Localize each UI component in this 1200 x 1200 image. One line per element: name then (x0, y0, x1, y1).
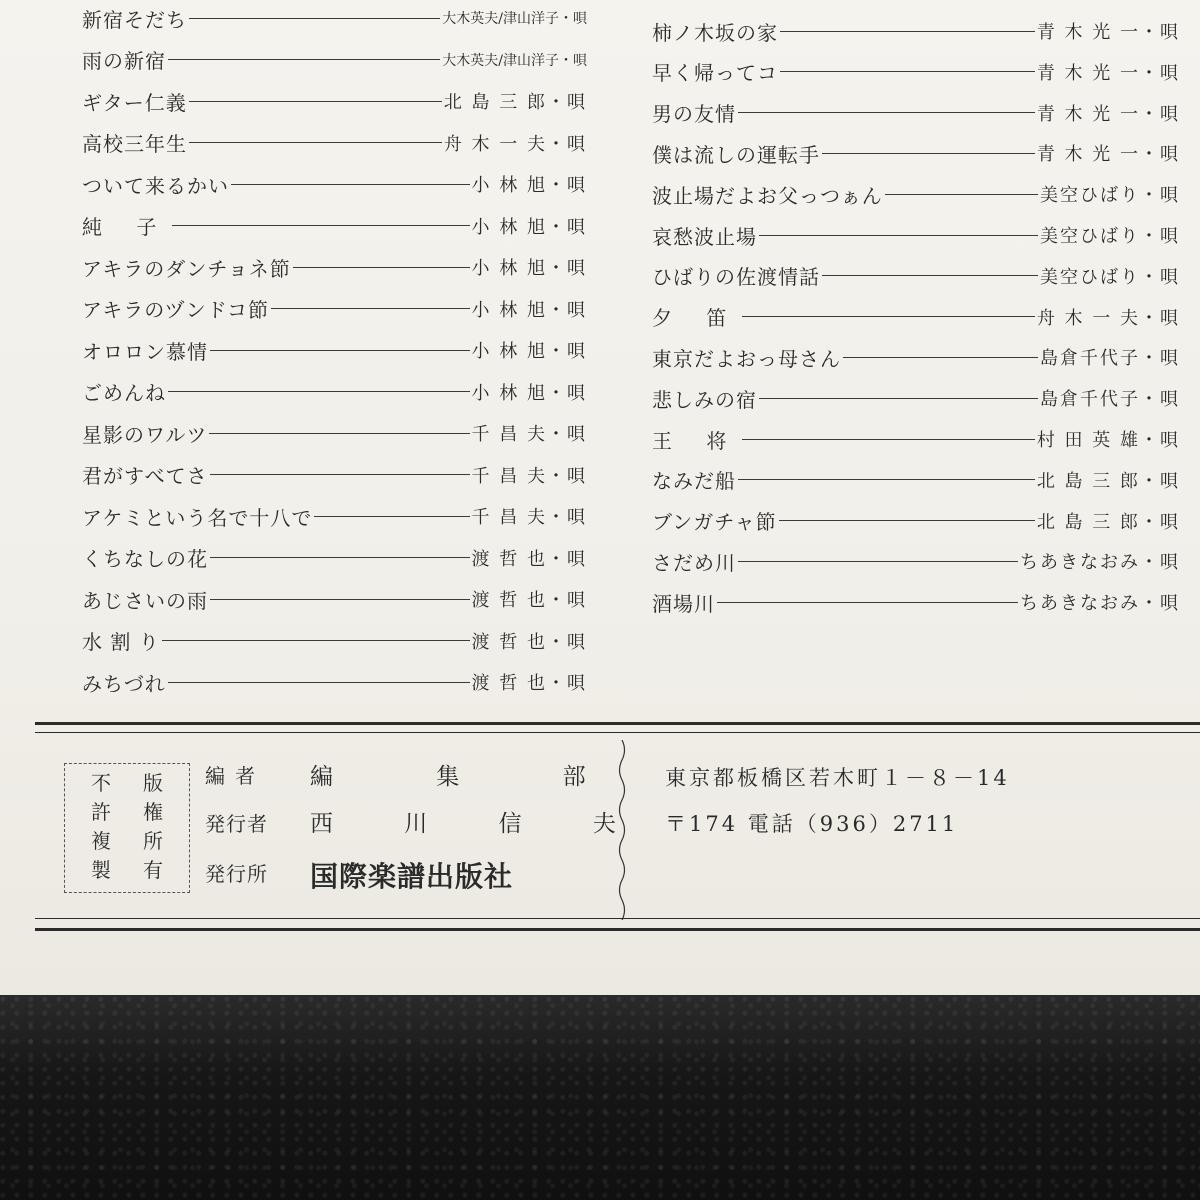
song-row (82, 418, 587, 448)
colophon-top-rule (35, 722, 1200, 725)
copyright-stamp (64, 763, 190, 893)
singer-name: 北 島 三 郎・唄 (1036, 470, 1180, 492)
singer-name: 小 林 旭・唄 (471, 216, 587, 238)
song-row (652, 302, 1180, 332)
song-title: ごめんね (82, 381, 166, 405)
editor-label: 編者 (205, 764, 265, 788)
leader-line (189, 18, 440, 19)
leader-line (271, 308, 470, 309)
song-title: ギター仁義 (82, 90, 187, 115)
leader-line (231, 184, 470, 185)
song-row (652, 506, 1180, 536)
song-row (82, 460, 587, 490)
song-title: ついて来るかい (82, 173, 229, 198)
song-title: アケミという名で十八で (82, 505, 313, 530)
leader-line (162, 640, 470, 641)
leader-line (314, 516, 469, 517)
postal-phone: 〒174 電話（936）2711 (665, 812, 959, 836)
leader-line (742, 316, 1034, 317)
stamp-char: 有 (143, 858, 163, 882)
leader-line (189, 142, 442, 143)
song-title: あじさいの雨 (82, 588, 208, 613)
song-title: さだめ川 (652, 550, 736, 575)
song-title: 哀愁波止場 (652, 224, 757, 249)
leader-line (210, 599, 470, 600)
song-title: 純 子 (82, 215, 171, 239)
stamp-char: 版 (143, 771, 163, 795)
singer-name: 千 昌 夫・唄 (471, 507, 587, 528)
publisher-value: 西 川 信 夫 (310, 811, 648, 837)
singer-name: 渡 哲 也・唄 (471, 631, 587, 653)
song-row (652, 587, 1180, 617)
song-title: オロロン慕情 (82, 339, 208, 364)
singer-name: 舟 木 一 夫・唄 (1036, 307, 1180, 329)
leader-line (293, 267, 470, 268)
singer-name: 舟 木 一 夫・唄 (443, 133, 587, 155)
leader-line (780, 71, 1035, 72)
song-title: ひばりの佐渡情話 (652, 265, 820, 290)
song-row (652, 179, 1180, 209)
singer-name: 小 林 旭・唄 (471, 299, 587, 321)
song-title: 波止場だよお父っつぁん (652, 183, 883, 208)
song-row (652, 261, 1180, 291)
stamp-char: 所 (143, 829, 163, 853)
song-row (82, 3, 587, 33)
song-title: くちなしの花 (82, 547, 208, 571)
singer-name: 渡 哲 也・唄 (471, 548, 587, 570)
song-row (652, 342, 1180, 372)
singer-name: 小 林 旭・唄 (471, 175, 587, 196)
leader-line (172, 225, 469, 226)
song-row (82, 667, 587, 697)
song-title: 新宿そだち (82, 7, 187, 32)
song-title: 僕は流しの運転手 (652, 142, 820, 167)
singer-name: 北 島 三 郎・唄 (1036, 511, 1180, 533)
song-row (82, 45, 587, 75)
stamp-char: 複 (91, 829, 111, 853)
leader-line (822, 153, 1035, 154)
song-row (82, 128, 587, 158)
leader-line (742, 439, 1034, 440)
leader-line (210, 474, 470, 475)
leader-line (759, 398, 1038, 399)
singer-name: 千 昌 夫・唄 (471, 424, 587, 445)
singer-name: 小 林 旭・唄 (471, 382, 587, 404)
singer-name: 美空ひばり・唄 (1040, 226, 1180, 247)
song-row (652, 57, 1180, 87)
wavy-divider (615, 740, 629, 920)
song-row (652, 465, 1180, 495)
song-title: アキラのヅンドコ節 (82, 298, 269, 322)
singer-name: 大木英夫/津山洋子・唄 (442, 52, 587, 69)
song-row (82, 252, 587, 282)
singer-name: ちあきなおみ・唄 (1020, 593, 1180, 615)
leader-line (843, 357, 1038, 358)
singer-name: 青 木 光 一・唄 (1036, 22, 1180, 43)
song-title: 王 将 (652, 428, 741, 453)
leader-line (885, 194, 1038, 195)
leader-line (717, 602, 1018, 603)
song-row (82, 626, 587, 656)
song-row (652, 16, 1180, 46)
stamp-char: 許 (91, 800, 111, 824)
song-title: 男の友情 (652, 102, 736, 127)
singer-name: 島倉千代子・唄 (1040, 389, 1180, 411)
song-title: 水 割 り (82, 630, 160, 654)
leader-line (779, 520, 1035, 521)
leader-line (759, 235, 1038, 236)
singer-name: 渡 哲 也・唄 (471, 590, 587, 611)
colophon-bottom-rule (35, 928, 1200, 931)
singer-name: 青 木 光 一・唄 (1036, 103, 1180, 125)
leader-line (210, 350, 470, 351)
song-row (82, 377, 587, 407)
song-row (652, 220, 1180, 250)
song-title: 君がすべてさ (82, 464, 208, 488)
song-row (82, 335, 587, 365)
song-title: 高校三年生 (82, 132, 187, 156)
song-title: 夕 笛 (652, 306, 741, 331)
song-row (652, 383, 1180, 413)
stamp-char: 権 (143, 800, 163, 824)
singer-name: 美空ひばり・唄 (1040, 266, 1180, 288)
song-title: 早く帰ってコ (652, 61, 778, 86)
song-title: みちづれ (82, 671, 166, 696)
singer-name: ちあきなおみ・唄 (1020, 552, 1180, 574)
leader-line (168, 682, 470, 683)
singer-name: 北 島 三 郎・唄 (443, 92, 587, 113)
singer-name: 渡 哲 也・唄 (471, 673, 587, 694)
song-title: 東京だよおっ母さん (652, 346, 841, 371)
song-row (652, 424, 1180, 454)
leader-line (822, 275, 1038, 276)
leader-line (738, 479, 1035, 480)
leader-line (168, 391, 470, 392)
song-row (82, 584, 587, 614)
leader-line (168, 59, 440, 60)
leader-line (738, 561, 1018, 562)
song-row (82, 294, 587, 324)
publisher-address: 東京都板橋区若木町１－８－14 (665, 766, 1010, 790)
singer-name: 美空ひばり・唄 (1040, 185, 1180, 207)
song-title: 雨の新宿 (82, 49, 166, 73)
leader-line (210, 557, 470, 558)
song-title: ブンガチャ節 (652, 510, 777, 535)
singer-name: 千 昌 夫・唄 (471, 465, 587, 487)
song-row (82, 211, 587, 241)
singer-name: 小 林 旭・唄 (471, 341, 587, 362)
song-title: 酒場川 (652, 591, 715, 616)
song-row (652, 546, 1180, 576)
song-row (652, 98, 1180, 128)
leader-line (738, 112, 1035, 113)
singer-name: 島倉千代子・唄 (1040, 348, 1180, 370)
song-row (82, 501, 587, 531)
song-row (82, 543, 587, 573)
stamp-char: 不 (91, 771, 111, 795)
song-title: 星影のワルツ (82, 422, 208, 447)
singer-name: 青 木 光 一・唄 (1036, 144, 1180, 166)
singer-name: 小 林 旭・唄 (471, 258, 587, 279)
stamp-char: 製 (91, 858, 111, 882)
song-title: 悲しみの宿 (652, 387, 757, 412)
song-row (82, 86, 587, 116)
song-row (82, 169, 587, 199)
singer-name: 村 田 英 雄・唄 (1036, 430, 1180, 451)
publisher-house: 国際楽譜出版社 (310, 860, 514, 893)
colophon-bottom-rule-thin (35, 918, 1200, 919)
colophon-top-rule-thin (35, 732, 1200, 733)
editor-value: 編 集 部 (310, 764, 634, 790)
song-row (652, 138, 1180, 168)
leader-line (780, 31, 1035, 32)
song-title: なみだ船 (652, 469, 736, 494)
publisher-label: 発行者 (205, 812, 268, 836)
leather-surface (0, 995, 1200, 1200)
leader-line (189, 101, 442, 102)
song-title: アキラのダンチョネ節 (82, 256, 291, 281)
singer-name: 青 木 光 一・唄 (1036, 62, 1180, 84)
song-title: 柿ノ木坂の家 (652, 20, 778, 45)
house-label: 発行所 (205, 862, 268, 886)
singer-name: 大木英夫/津山洋子・唄 (442, 11, 587, 27)
leader-line (209, 433, 469, 434)
